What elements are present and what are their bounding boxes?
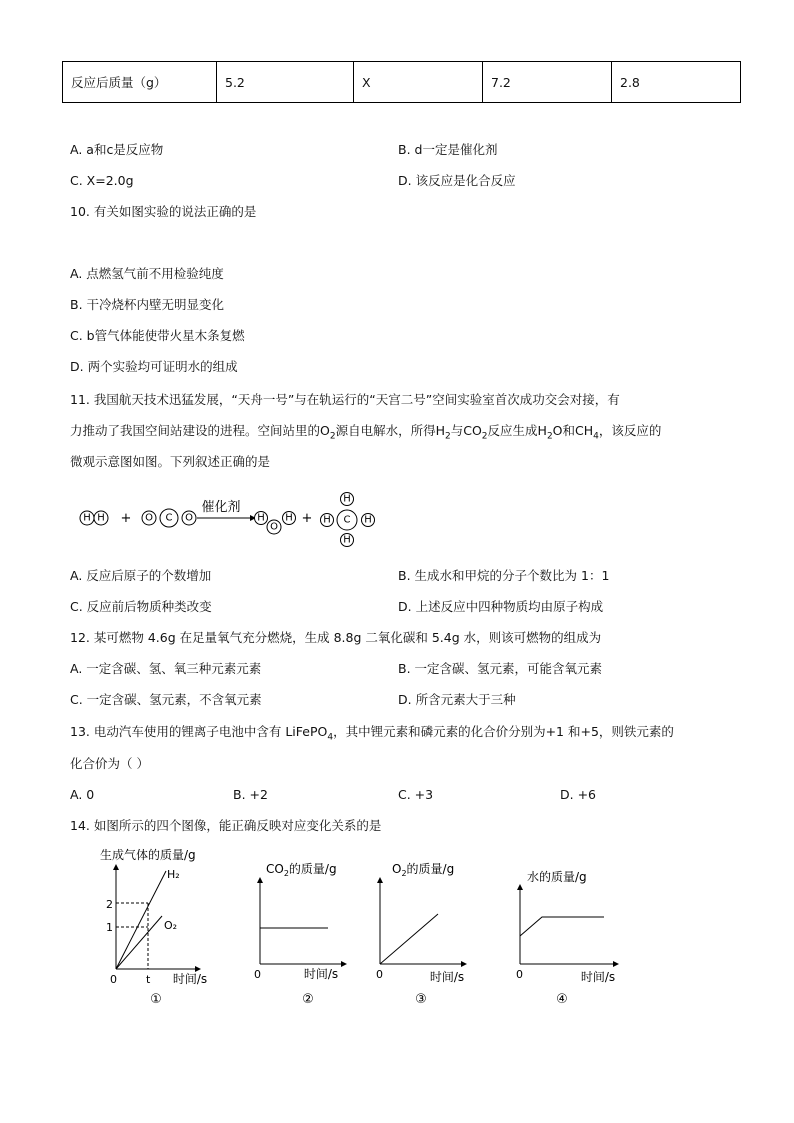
q11-stem-line1: 11. 我国航天技术迅猛发展，“天舟一号”与在轨运行的“天宫二号”空间实验室首次成功交会对接，有 bbox=[70, 392, 620, 407]
table-row bbox=[63, 62, 741, 103]
svg-text:H: H bbox=[323, 514, 331, 526]
graph-2-number: ② bbox=[302, 992, 314, 1007]
q9-option-c: C. X=2.0g bbox=[70, 173, 134, 188]
svg-text:H: H bbox=[83, 512, 91, 524]
graph-1-origin: 0 bbox=[110, 973, 117, 986]
graph-3-line bbox=[380, 914, 438, 964]
svg-text:H: H bbox=[343, 493, 351, 505]
graph-1-series-label: H₂ bbox=[167, 868, 180, 881]
q9-option-d: D. 该反应是化合反应 bbox=[398, 173, 516, 188]
graph-1-xtick: t bbox=[146, 973, 151, 986]
table-row-label: 反应后质量（g） bbox=[63, 62, 217, 103]
q13-option-a: A. 0 bbox=[70, 787, 95, 802]
reaction-arrow bbox=[197, 515, 256, 521]
q9-option-a: A. a和c是反应物 bbox=[70, 142, 164, 157]
graph-2-xlabel: 时间/s bbox=[303, 967, 339, 981]
table-cell: 7.2 bbox=[483, 62, 612, 103]
graph-4 bbox=[516, 869, 618, 1007]
q13-option-c: C. +3 bbox=[398, 787, 434, 802]
svg-text:H: H bbox=[257, 512, 265, 524]
q13-option-d: D. +6 bbox=[560, 787, 596, 802]
q12-option-b: B. 一定含碳、氢元素，可能含氧元素 bbox=[398, 661, 603, 676]
graph-1 bbox=[100, 847, 207, 1007]
graph-4-line bbox=[520, 917, 604, 936]
q12-option-a: A. 一定含碳、氢、氧三种元素元素 bbox=[70, 661, 262, 676]
q14-stem: 14. 如图所示的四个图像，能正确反映对应变化关系的是 bbox=[70, 818, 382, 833]
svg-text:C: C bbox=[343, 514, 351, 526]
graph-2-origin: 0 bbox=[254, 968, 261, 981]
q12-option-d: D. 所含元素大于三种 bbox=[398, 692, 516, 707]
q13-option-b: B. +2 bbox=[233, 787, 268, 802]
graph-4-origin: 0 bbox=[516, 968, 523, 981]
h2-molecule bbox=[80, 511, 108, 525]
co2-molecule bbox=[142, 509, 196, 527]
q10-option-c: C. b管气体能使带火星木条复燃 bbox=[70, 328, 245, 343]
result-table bbox=[62, 61, 741, 103]
q11-option-a: A. 反应后原子的个数增加 bbox=[70, 568, 212, 583]
reaction-microscopic-diagram bbox=[70, 487, 390, 549]
plus-sign: + bbox=[120, 511, 132, 526]
graph-3-ylabel: $O_2$的质量/g bbox=[392, 862, 455, 878]
svg-text:O: O bbox=[145, 512, 153, 524]
table-cell: 5.2 bbox=[217, 62, 354, 103]
q12-option-c: C. 一定含碳、氢元素，不含氧元素 bbox=[70, 692, 262, 707]
svg-text:H: H bbox=[97, 512, 105, 524]
q10-stem: 10. 有关如图实验的说法正确的是 bbox=[70, 204, 257, 219]
graph-1-xlabel: 时间/s bbox=[172, 972, 208, 986]
graph-1-ytick: 2 bbox=[106, 898, 113, 911]
graph-2-ylabel: $CO_2$的质量/g bbox=[266, 862, 337, 878]
graph-3-origin: 0 bbox=[376, 968, 383, 981]
graph-4-ylabel: 水的质量/g bbox=[527, 870, 587, 884]
svg-text:H: H bbox=[285, 512, 293, 524]
svg-text:O: O bbox=[270, 521, 278, 533]
q10-option-b: B. 干冷烧杯内壁无明显变化 bbox=[70, 297, 225, 312]
q14-graphs bbox=[90, 838, 650, 1018]
table-cell: 2.8 bbox=[612, 62, 741, 103]
graph-1-series-label: O₂ bbox=[164, 919, 178, 932]
svg-text:C: C bbox=[165, 512, 173, 524]
q11-stem-line3: 微观示意图如图。下列叙述正确的是 bbox=[70, 454, 271, 469]
svg-text:H: H bbox=[364, 514, 372, 526]
q11-option-d: D. 上述反应中四种物质均由原子构成 bbox=[398, 599, 604, 614]
graph-3-number: ③ bbox=[415, 992, 427, 1007]
q10-option-a: A. 点燃氢气前不用检验纯度 bbox=[70, 266, 224, 281]
q10-option-d: D. 两个实验均可证明水的组成 bbox=[70, 359, 238, 374]
ch4-molecule bbox=[321, 493, 375, 547]
h2o-molecule bbox=[255, 512, 296, 535]
q11-option-b: B. 生成水和甲烷的分子个数比为 1：1 bbox=[398, 568, 610, 583]
graph-2 bbox=[254, 861, 346, 1007]
q11-stem-line2: 力推动了我国空间站建设的进程。空间站里的$O_2$源自电解水，所得$H_2$与$CO_2$反应生成$H_2O$和$CH_4$，该反应的 bbox=[70, 423, 662, 442]
plus-sign: + bbox=[301, 511, 313, 526]
graph-4-number: ④ bbox=[556, 992, 568, 1007]
graph-1-ylabel: 生成气体的质量/g bbox=[100, 848, 196, 862]
graph-3-xlabel: 时间/s bbox=[429, 970, 465, 984]
graph-1-ytick: 1 bbox=[106, 921, 113, 934]
q11-option-c: C. 反应前后物质种类改变 bbox=[70, 599, 212, 614]
table-cell: X bbox=[354, 62, 483, 103]
graph-3 bbox=[376, 861, 466, 1007]
q9-option-b: B. d一定是催化剂 bbox=[398, 142, 498, 157]
catalyst-label: 催化剂 bbox=[201, 500, 241, 515]
q13-stem-line2: 化合价为（ ） bbox=[70, 756, 149, 771]
q12-stem: 12. 某可燃物 4.6g 在足量氧气充分燃烧，生成 8.8g 二氧化碳和 5.4g 水，则该可燃物的组成为 bbox=[70, 630, 602, 645]
graph-1-number: ① bbox=[150, 992, 162, 1007]
svg-text:O: O bbox=[185, 512, 193, 524]
q13-stem-line1: 13. 电动汽车使用的锂离子电池中含有 LiFePO$_4$，其中锂元素和磷元素的化合价分别为+1 和+5，则铁元素的 bbox=[70, 724, 674, 743]
svg-text:H: H bbox=[343, 534, 351, 546]
graph-4-xlabel: 时间/s bbox=[580, 970, 616, 984]
